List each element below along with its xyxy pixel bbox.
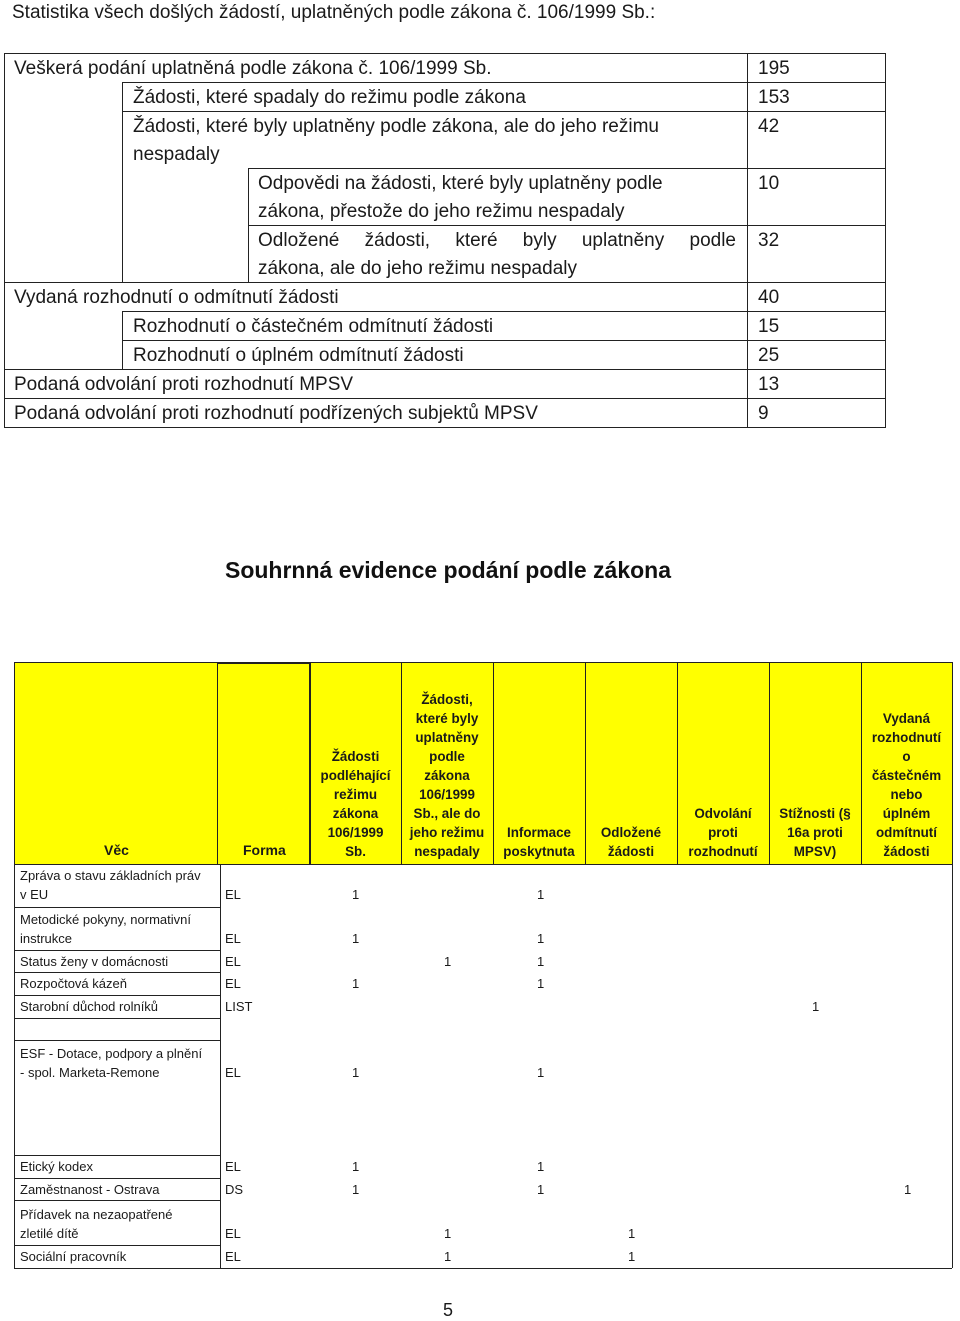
stats-row-value: 13 xyxy=(758,374,780,395)
stats-row-label: Odložené žádosti, které byly uplatněny podle xyxy=(258,230,736,251)
stats-row-label: Podaná odvolání proti rozhodnutí podřízených subjektů MPSV xyxy=(14,403,538,424)
table-cell-forma: EL xyxy=(225,887,241,902)
page-number: 5 xyxy=(442,1300,453,1320)
table-cell-value: 1 xyxy=(352,1065,360,1080)
column-header-odlozene: Odložené žádosti xyxy=(600,825,662,859)
table-cell-value: 1 xyxy=(537,887,545,902)
column-header-forma: Forma xyxy=(243,842,286,858)
stats-row-label: zákona, přestože do jeho režimu nespadaly xyxy=(258,201,625,222)
table-cell-value: 1 xyxy=(812,999,820,1014)
table-cell-vec: zletilé dítě xyxy=(20,1226,79,1241)
column-header-zadosti-nespadaly: Žádosti, které byly uplatněny podle zákona 106/1999 Sb., ale do jeho režimu nespadaly xyxy=(409,692,485,859)
stats-row-label: zákona, ale do jeho režimu nespadaly xyxy=(258,258,577,279)
table-cell-value: 1 xyxy=(537,1182,545,1197)
table-cell-vec: Status ženy v domácnosti xyxy=(20,954,169,969)
column-header-informace: Informace poskytnuta xyxy=(503,825,575,859)
table-cell-vec: Zpráva o stavu základních práv xyxy=(20,868,201,883)
table-cell-value: 1 xyxy=(444,1226,452,1241)
table-cell-forma: LIST xyxy=(225,999,253,1014)
table-cell-vec: Přídavek na nezaopatřené xyxy=(20,1207,173,1222)
table-cell-forma: EL xyxy=(225,976,241,991)
table-cell-forma: EL xyxy=(225,1249,241,1264)
table-cell-forma: EL xyxy=(225,954,241,969)
table-cell-value: 1 xyxy=(352,887,360,902)
table-cell-vec: Zaměstnanost - Ostrava xyxy=(20,1182,160,1197)
stats-row-label: Žádosti, které spadaly do režimu podle zákona xyxy=(133,87,526,108)
stats-row-label: nespadaly xyxy=(133,144,220,165)
table-cell-vec: Sociální pracovník xyxy=(20,1249,127,1264)
table-cell-value: 1 xyxy=(537,954,545,969)
table-cell-value: 1 xyxy=(904,1182,912,1197)
table-cell-value: 1 xyxy=(352,976,360,991)
table-cell-value: 1 xyxy=(352,1182,360,1197)
table-cell-vec: Starobní důchod rolníků xyxy=(20,999,159,1014)
stats-row-value: 40 xyxy=(758,287,780,308)
table-cell-vec: instrukce xyxy=(20,931,73,946)
column-header-vydana-rozhodnuti: Vydaná rozhodnutí o částečném nebo úplném odmítnutí žádosti xyxy=(871,711,942,859)
table-cell-value: 1 xyxy=(628,1226,636,1241)
table-cell-value: 1 xyxy=(628,1249,636,1264)
stats-row-value: 10 xyxy=(758,173,780,194)
table-cell-value: 1 xyxy=(537,931,545,946)
stats-row-value: 9 xyxy=(758,403,769,424)
table-cell-value: 1 xyxy=(352,931,360,946)
stats-row-label: Rozhodnutí o částečném odmítnutí žádosti xyxy=(133,316,494,337)
stats-row-label: Vydaná rozhodnutí o odmítnutí žádosti xyxy=(14,287,339,308)
table-cell-forma: EL xyxy=(225,1159,241,1174)
intro-heading: Statistika všech došlých žádostí, uplatněných podle zákona č. 106/1999 Sb.: xyxy=(12,2,656,23)
table-cell-vec: - spol. Marketa-Remone xyxy=(20,1065,160,1080)
table-cell-vec: Metodické pokyny, normativní xyxy=(20,912,191,927)
table-cell-value: 1 xyxy=(444,1249,452,1264)
table-cell-value: 1 xyxy=(352,1159,360,1174)
table-cell-vec: Etický kodex xyxy=(20,1159,93,1174)
column-header-vec: Věc xyxy=(104,842,129,858)
stats-row-label: Žádosti, které byly uplatněny podle zákona, ale do jeho režimu xyxy=(133,116,659,137)
table-cell-vec: v EU xyxy=(20,887,49,902)
stats-row-value: 195 xyxy=(758,58,790,79)
table-cell-value: 1 xyxy=(537,1065,545,1080)
stats-row-value: 42 xyxy=(758,116,780,137)
column-header-odvolani: Odvolání proti rozhodnutí xyxy=(688,806,758,859)
table-cell-forma: EL xyxy=(225,1065,241,1080)
column-header-stiznosti: Stížnosti (§ 16a proti MPSV) xyxy=(779,806,851,859)
table-cell-vec: ESF - Dotace, podpory a plnění xyxy=(20,1046,203,1061)
stats-row-value: 32 xyxy=(758,230,780,251)
section-title: Souhrnná evidence podání podle zákona xyxy=(224,557,672,583)
stats-row-label: Rozhodnutí o úplném odmítnutí žádosti xyxy=(133,345,464,366)
stats-row-label: Podaná odvolání proti rozhodnutí MPSV xyxy=(14,374,354,395)
table-cell-vec: Rozpočtová kázeň xyxy=(20,976,127,991)
table-cell-value: 1 xyxy=(444,954,452,969)
table-cell-forma: EL xyxy=(225,1226,241,1241)
column-header-zadosti-podlehajici: Žádosti podléhající režimu zákona 106/1999 Sb. xyxy=(320,749,391,859)
table-cell-forma: DS xyxy=(225,1182,244,1197)
stats-row-label: Odpovědi na žádosti, které byly uplatněny podle xyxy=(258,173,663,194)
stats-row-value: 25 xyxy=(758,345,780,366)
stats-row-value: 15 xyxy=(758,316,780,337)
stats-row-value: 153 xyxy=(758,87,790,108)
stats-row-label: Veškerá podání uplatněná podle zákona č. 106/1999 Sb. xyxy=(14,58,492,79)
table-cell-value: 1 xyxy=(537,976,545,991)
table-cell-value: 1 xyxy=(537,1159,545,1174)
table-cell-forma: EL xyxy=(225,931,241,946)
